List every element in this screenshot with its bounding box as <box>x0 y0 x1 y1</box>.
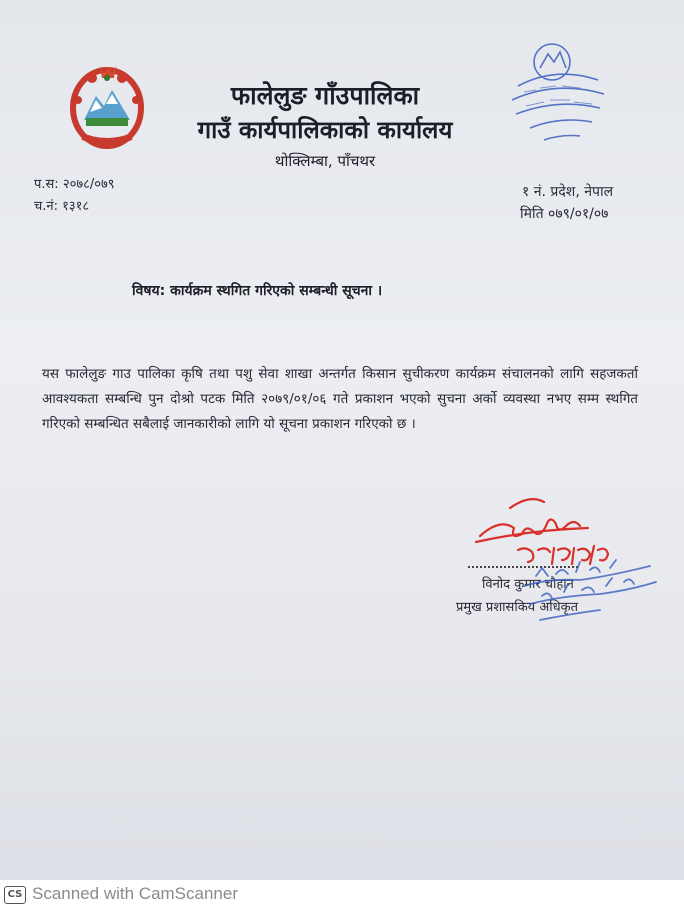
scanned-with-label: Scanned with CamScanner <box>32 884 239 903</box>
scanner-footer <box>0 880 684 910</box>
office-name: गाउँ कार्यपालिकाको कार्यालय <box>197 116 453 144</box>
office-stamp-icon <box>500 36 612 144</box>
letter-subject: विषय: कार्यक्रम स्थगित गरिएको सम्बन्धी सूचना । <box>132 283 383 299</box>
nepal-emblem-icon <box>66 60 148 152</box>
province-label: १ नं. प्रदेश, नेपाल <box>522 184 614 200</box>
reference-ps-number: प.स: २०७८/०७९ <box>34 177 115 192</box>
signer-title: प्रमुख प्रशासकिय अधिकृत <box>456 600 579 615</box>
signer-name: विनोद कुमार चौहान <box>482 577 574 592</box>
office-address: थोक्लिम्बा, पाँचथर <box>274 152 376 170</box>
reference-cn-number: च.नं: १३१८ <box>34 199 90 214</box>
letter-date: मिति ०७९/०१/०७ <box>520 206 609 222</box>
camscanner-logo-icon: CS <box>4 886 26 904</box>
letter-body: यस फालेलुङ गाउ पालिका कृषि तथा पशु सेवा शाखा अन्तर्गत किसान सुचीकरण कार्यक्रम संचालनको लागि सहजकर्ता आवश्यकता सम्बन्धि पुन दोश्रो पटक मिति २०७९/०१/०६ गते प्रकाशन भएको सुचना अर्को व्यवस्था नभए सम्म स्थगित गरिएको सम्बन्धित सबैलाई जानकारीको लागि यो सूचना प्रकाशन गरिएको छ । <box>42 366 638 432</box>
municipality-name: फालेलुङ गाँउपालिका <box>230 81 420 110</box>
signer-stamp-icon <box>520 556 660 626</box>
